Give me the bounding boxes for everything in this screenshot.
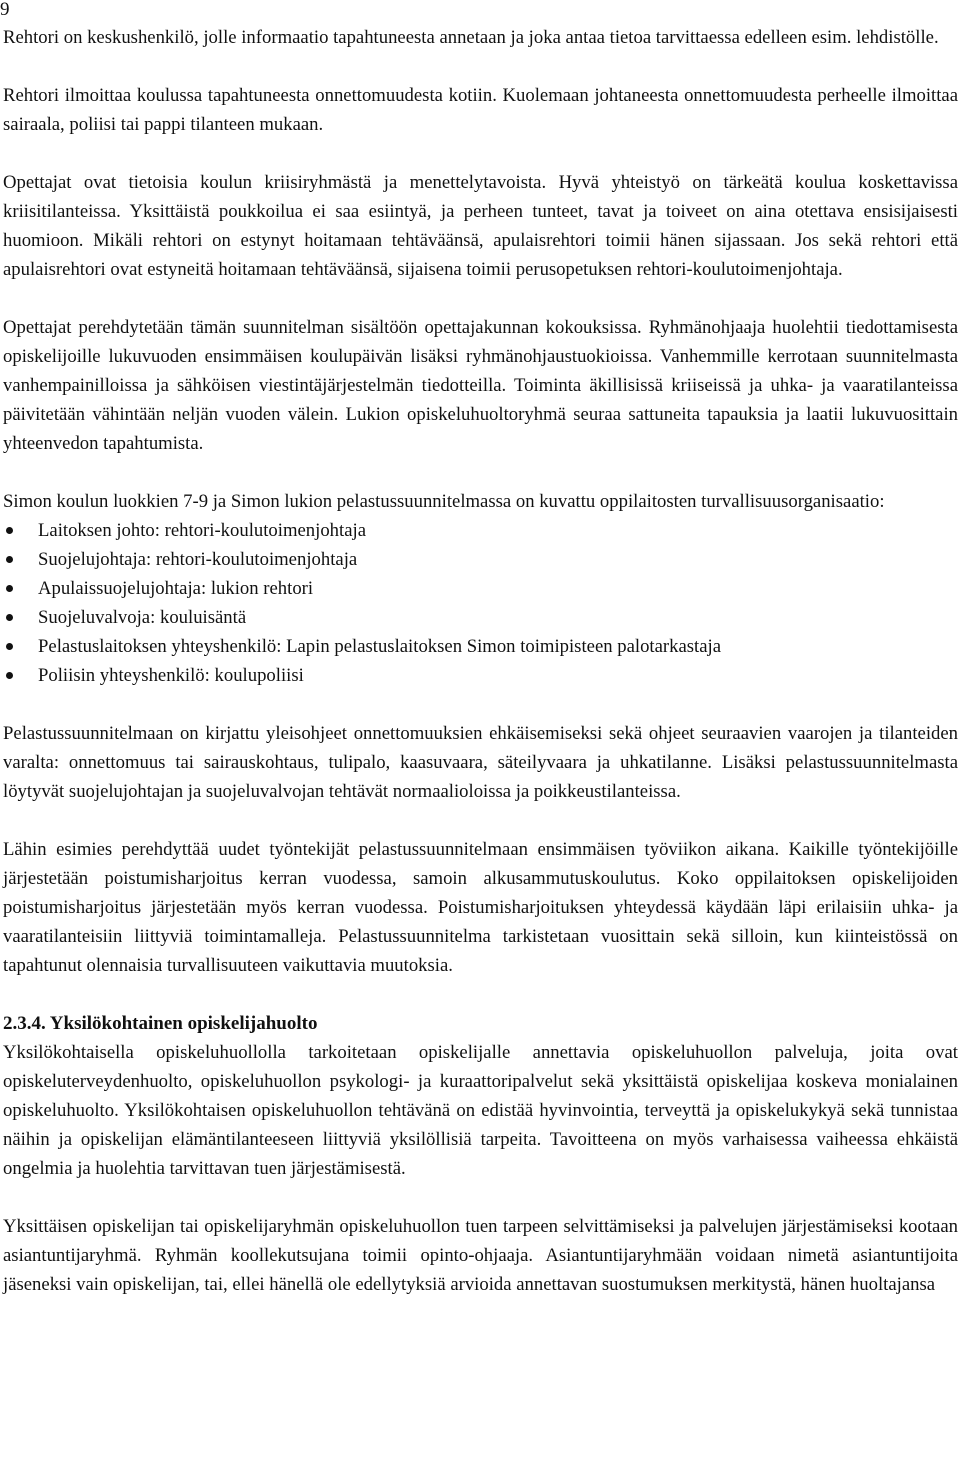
- list-item: Laitoksen johto: rehtori-koulutoimenjohtaja: [3, 516, 958, 545]
- paragraph: Pelastussuunnitelmaan on kirjattu yleisohjeet onnettomuuksien ehkäisemiseksi sekä ohjeet seuraavien vaarojen ja tilanteiden varalta: onnettomuus tai sairauskohtaus, tulipalo, kaasuvaara, säteilyvaara ja uhkatilanne. Lisäksi pelastussuunnitelmasta löytyvät suojelujohtajan ja suojeluvalvojan tehtävät normaalioloissa ja poikkeustilanteissa.: [3, 723, 958, 802]
- paragraph: Rehtori ilmoittaa koulussa tapahtuneesta onnettomuudesta kotiin. Kuolemaan johtaneesta onnettomuudesta perheelle ilmoittaa sairaala, poliisi tai pappi tilanteen mukaan.: [3, 85, 958, 135]
- bullet-icon: [6, 672, 13, 679]
- paragraph: Rehtori on keskushenkilö, jolle informaatio tapahtuneesta annetaan ja joka antaa tietoa tarvittaessa edelleen esim. lehdistölle.: [3, 27, 939, 48]
- list-item: Pelastuslaitoksen yhteyshenkilö: Lapin pelastuslaitoksen Simon toimipisteen palotarkastaja: [3, 632, 958, 661]
- paragraph: Lähin esimies perehdyttää uudet työntekijät pelastussuunnitelmaan ensimmäisen työviikon aikana. Kaikille työntekijöille järjestetään poistumisharjoitus kerran vuodessa, samoin alkusammutuskoulutus. Koko oppilaitoksen opiskelijoiden poistumisharjoitus järjestetään myös kerran vuodessa. Poistumisharjoituksen yhteydessä käydään läpi erilaisiin uhka- ja vaaratilanteisiin liittyviä toimintamalleja. Pelastussuunnitelma tarkistetaan vuosittain sekä silloin, kun kiinteistössä on tapahtunut olennaisia turvallisuuteen vaikuttavia muutoksia.: [3, 839, 958, 976]
- bullet-icon: [6, 614, 13, 621]
- bullet-icon: [6, 556, 13, 563]
- list-item: Poliisin yhteyshenkilö: koulupoliisi: [3, 661, 958, 690]
- list-item: Suojelujohtaja: rehtori-koulutoimenjohtaja: [3, 545, 958, 574]
- paragraph: Yksittäisen opiskelijan tai opiskelijaryhmän opiskeluhuollon tuen tarpeen selvittämiseksi ja palvelujen järjestämiseksi kootaan asiantuntijaryhmä. Ryhmän koollekutsujana toimii opinto-ohjaaja. Asiantuntijaryhmään voidaan nimetä asiantuntijoita jäseneksi vain opiskelijan, tai, ellei hänellä ole edellytyksiä arvioida annettavan suostumuksen merkitystä, hänen huoltajansa: [3, 1216, 958, 1295]
- paragraph: Opettajat perehdytetään tämän suunnitelman sisältöön opettajakunnan kokouksissa. Ryhmänohjaaja huolehtii tiedottamisesta opiskelijoille lukuvuoden ensimmäisen koulupäivän lisäksi ryhmänohjaustuokioissa. Vanhemmille kerrotaan suunnitelmasta vanhempainilloissa ja sähköisen viestintäjärjestelmän tiedotteilla. Toiminta äkillisissä kriiseissä ja uhka- ja vaaratilanteissa päivitetään vähintään neljän vuoden välein. Lukion opiskeluhuoltoryhmä seuraa sattuneita tapauksia ja laatii lukuvuosittain yhteenvedon tapahtumista.: [3, 317, 958, 454]
- safety-organisation-list: [3, 516, 958, 690]
- section-heading: 2.3.4. Yksilökohtainen opiskelijahuolto: [3, 1013, 318, 1034]
- paragraph: Opettajat ovat tietoisia koulun kriisiryhmästä ja menettelytavoista. Hyvä yhteistyö on tärkeätä koulua koskettavissa kriisitilanteissa. Yksittäistä poukkoilua ei saa esiintyä, ja perheen tunteet, tavat ja toiveet on aina otettava ensisijaisesti huomioon. Mikäli rehtori on estynyt hoitamaan tehtäväänsä, apulaisrehtori toimii hänen sijassaan. Jos sekä rehtori että apulaisrehtori ovat estyneitä hoitamaan tehtäväänsä, sijaisena toimii perusopetuksen rehtori-koulutoimenjohtaja.: [3, 172, 958, 280]
- paragraph: Yksilökohtaisella opiskeluhuollolla tarkoitetaan opiskelijalle annettavia opiskeluhuollon palveluja, joita ovat opiskeluterveydenhuolto, opiskeluhuollon psykologi- ja kuraattoripalvelut sekä yksittäistä opiskelijaa koskeva monialainen opiskeluhuolto. Yksilökohtaisen opiskeluhuollon tehtävänä on edistää hyvinvointia, terveyttä ja opiskelukykyä sekä tunnistaa näihin ja opiskelijan elämäntilanteeseen liittyviä yksilöllisiä tarpeita. Tavoitteena on myös varhaisessa vaiheessa ehkäistä ongelmia ja huolehtia tarvittavan tuen järjestämisestä.: [3, 1042, 958, 1179]
- bullet-icon: [6, 527, 13, 534]
- list-item: Suojeluvalvoja: kouluisäntä: [3, 603, 958, 632]
- list-item: Apulaissuojelujohtaja: lukion rehtori: [3, 574, 958, 603]
- bullet-icon: [6, 643, 13, 650]
- page-content: [3, 23, 958, 1299]
- paragraph: Simon koulun luokkien 7-9 ja Simon lukion pelastussuunnitelmassa on kuvattu oppilaitosten turvallisuusorganisaatio:: [3, 491, 885, 512]
- page-number: 9: [0, 0, 10, 20]
- bullet-icon: [6, 585, 13, 592]
